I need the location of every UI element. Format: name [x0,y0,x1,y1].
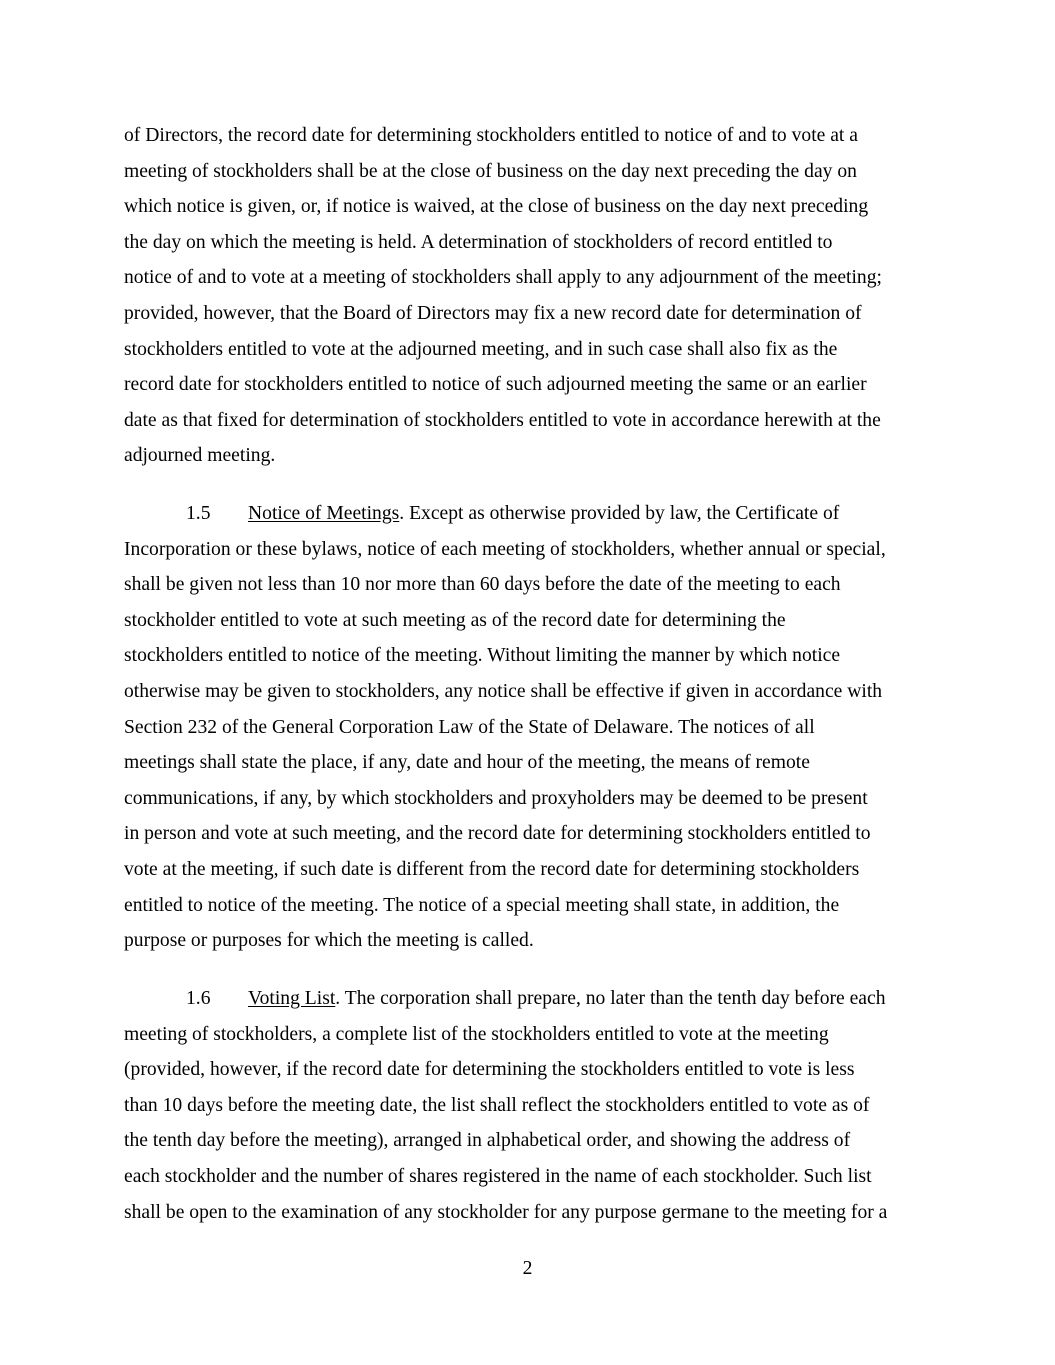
text-line: record date for stockholders entitled to notice of such adjourned meeting the same or an earlier [124,374,867,396]
text-line: in person and vote at such meeting, and the record date for determining stockholders entitled to [124,823,871,845]
text-line: the tenth day before the meeting), arranged in alphabetical order, and showing the address of [124,1130,851,1152]
continuation-paragraph [124,118,936,474]
text-line: stockholder entitled to vote at such meeting as of the record date for determining the [124,609,786,631]
text-line: meeting of stockholders, a complete list of the stockholders entitled to vote at the meeting [124,1023,829,1045]
text-line: meetings shall state the place, if any, date and hour of the meeting, the means of remote [124,752,810,774]
text-line: notice of and to vote at a meeting of stockholders shall apply to any adjournment of the meeting; [124,267,882,289]
text-line: (provided, however, if the record date for determining the stockholders entitled to vote is less [124,1059,855,1081]
section-heading-line [124,981,936,1017]
text-line: shall be open to the examination of any stockholder for any purpose germane to the meeting for a [124,1201,888,1223]
text-line: date as that fixed for determination of stockholders entitled to vote in accordance herewith at the [124,409,881,431]
section-title: Voting List [248,988,336,1009]
section-title: Notice of Meetings [248,503,400,524]
section-1-5-paragraph [124,496,936,959]
text-line: of Directors, the record date for determining stockholders entitled to notice of and to vote at a [124,125,858,146]
text-line: adjourned meeting. [124,445,276,467]
section-1-6-paragraph [124,981,936,1230]
text-line: otherwise may be given to stockholders, any notice shall be effective if given in accordance with [124,680,883,702]
text-segment: . Except as otherwise provided by law, the Certificate of [399,503,840,524]
text-line: vote at the meeting, if such date is different from the record date for determining stockholders [124,858,860,880]
text-line: which notice is given, or, if notice is waived, at the close of business on the day next preceding [124,196,869,218]
section-number: 1.5 [186,503,211,524]
text-segment: . The corporation shall prepare, no later than the tenth day before each [335,988,886,1009]
text-line: entitled to notice of the meeting. The notice of a special meeting shall state, in addition, the [124,894,840,916]
text-line: Incorporation or these bylaws, notice of each meeting of stockholders, whether annual or special, [124,538,886,560]
text-line: stockholders entitled to vote at the adjourned meeting, and in such case shall also fix as the [124,338,838,360]
section-number: 1.6 [186,988,211,1009]
text-line: communications, if any, by which stockholders and proxyholders may be deemed to be present [124,787,868,809]
text-line: purpose or purposes for which the meeting is called. [124,930,534,952]
text-line: the day on which the meeting is held. A determination of stockholders of record entitled to [124,231,833,253]
text-line: provided, however, that the Board of Directors may fix a new record date for determination of [124,302,862,324]
text-line: than 10 days before the meeting date, the list shall reflect the stockholders entitled to vote as of [124,1094,870,1116]
page-number: 2 [522,1258,533,1279]
text-line: each stockholder and the number of shares registered in the name of each stockholder. Such list [124,1165,872,1187]
text-line: shall be given not less than 10 nor more than 60 days before the date of the meeting to each [124,574,841,596]
section-heading-line [124,496,936,532]
text-line: stockholders entitled to notice of the meeting. Without limiting the manner by which notice [124,645,841,667]
text-line: meeting of stockholders shall be at the close of business on the day next preceding the day on [124,160,857,182]
text-line: Section 232 of the General Corporation Law of the State of Delaware. The notices of all [124,716,815,738]
